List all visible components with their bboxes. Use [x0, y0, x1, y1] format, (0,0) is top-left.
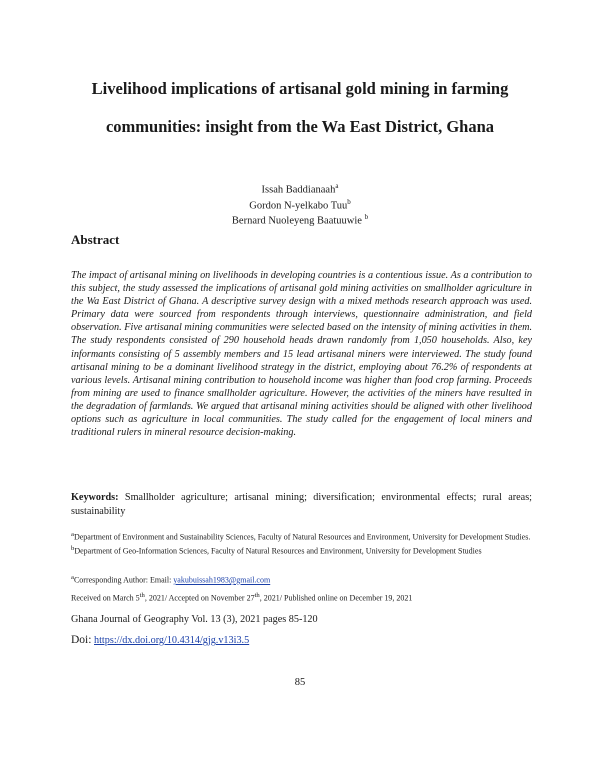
author-name: Gordon N-yelkabo Tuu [249, 200, 348, 212]
affiliation-a: Department of Environment and Sustainability Sciences, Faculty of Natural Resources and Environment, University for Development Studies [73, 532, 529, 542]
published-date: , 2021/ Published online on December 19, 2021 [259, 593, 413, 603]
doi-link[interactable]: https://dx.doi.org/10.4314/gjg.v13i3.5 [94, 635, 250, 646]
author-name: Issah Baddianaah [261, 184, 336, 196]
paper-title-line-2: communities: insight from the Wa East District, Ghana [105, 117, 495, 136]
corresponding-email-link[interactable]: yakubuissah1983@gmail.com [173, 575, 271, 585]
affiliations: $^a$Department of Environment and Sustainability Sciences, Faculty of Natural Resources and Environment, University for Development Studies. $^b$Department of Geo-Information Sciences, Faculty of Natural Resources and Environment, University for Development Studies [71, 531, 531, 556]
doi-label: Doi: [71, 634, 92, 646]
author-name: Bernard Nuoleyeng Baatuuwie [231, 215, 362, 227]
abstract-heading: Abstract [71, 232, 120, 247]
affiliation-mark: a [71, 531, 74, 538]
keywords-label: Keywords: [71, 492, 119, 503]
corresponding-label: Corresponding Author: Email: [73, 575, 172, 585]
ordinal-suffix: th [254, 592, 260, 599]
author-1 [0, 180, 600, 197]
author-affiliation-mark: a [335, 182, 339, 190]
paper-title-line-1: Livelihood implications of artisanal gold mining in farming [91, 79, 509, 98]
author-affiliation-mark: b [364, 213, 369, 221]
author-affiliation-mark: b [347, 198, 351, 206]
corresponding-author [71, 572, 532, 586]
page-number: 85 [294, 677, 306, 688]
accepted-date: , 2021/ Accepted on November 27 [144, 593, 255, 603]
abstract-text: The impact of artisanal mining on livelihoods in developing countries is a contentious issue. As a contribution to this subject, the study assessed the implications of artisanal gold mining activities on smallholder agriculture in the Wa East District of Ghana. A descriptive survey design with a mixed methods research approach was used. Primary data were sourced from respondents through interviews, questionnaire administration, and field observation. Five artisanal mining communities were selected based on the intensity of mining activities in them. The study respondents consisted of 290 household heads drawn randomly from 1,050 households. Also, key informants consisting of 5 assembly members and 15 lead artisanal miners were interviewed. The study found artisanal mining to be a dominant livelihood strategy in the district, employing about 76.2% of respondents at various levels. Artisanal mining contribution to household income was higher than food crop farming. Proceeds from mining are used to finance smallholder agriculture. However, the activities of the miners have resulted in the degradation of farmlands. We argued that artisanal mining activities should be aligned with other livelihood options such as agriculture in local communities. The study called for the engagement of local miners and traditional rulers in mineral resource decision-making. [71, 270, 532, 439]
affiliation-mark: b [71, 545, 75, 553]
affiliation-b: Department of Geo-Information Sciences, Faculty of Natural Resources and Environment, University for Development Studies [74, 546, 482, 556]
keywords [71, 491, 532, 519]
affiliation-mark: a [71, 574, 74, 581]
publication-dates [71, 590, 532, 604]
received-date: Received on March 5 [71, 593, 140, 603]
keywords-list: Smallholder agriculture; artisanal mining; diversification; environmental effects; rural areas; sustainability [71, 492, 532, 517]
journal-citation: Ghana Journal of Geography Vol. 13 (3), 2021 pages 85-120 [71, 614, 318, 625]
doi-line [71, 634, 249, 646]
author-3 [0, 211, 600, 228]
ordinal-suffix: th [139, 592, 145, 599]
